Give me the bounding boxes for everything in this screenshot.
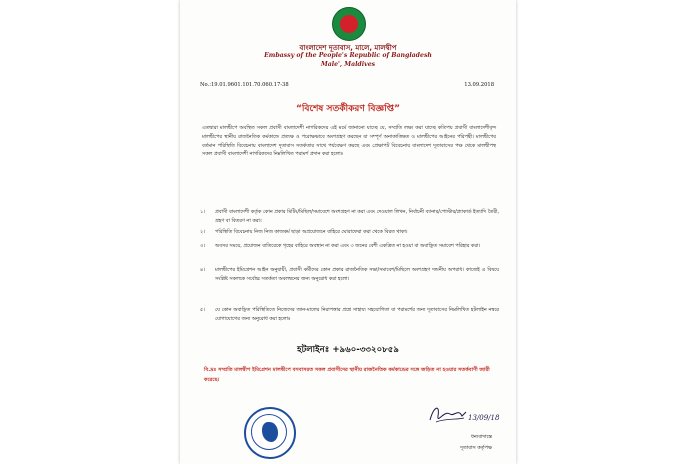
embassy-location: Male', Maldives <box>320 61 376 68</box>
logo-map-shape <box>262 422 278 442</box>
embassy-logo-icon <box>244 407 296 459</box>
item-number: ৫। <box>200 307 205 313</box>
item-number: ২। <box>200 229 205 235</box>
intro-paragraph: এতদ্বারা মালদ্বীপে অবস্থিত সকল প্রবাসী বাংলাদেশী নাগরিকদের এই মর্মে জানানো যাচ্ছে যে, সম্প্রতি লক্ষ্য করা যাচ্ছে কতিপয় প্রবাসী বাংলাদেশীবৃন্দ মালদ্বীপের স্থানীয় রাজনৈতিক কর্মকান্ডে প্রত্যক্ষ ও পরোক্ষভাবে অংশগ্রহণ করছেন যা সম্পূর্ণ অনাকাঙ্ক্ষিত ও মালদ্বীপের আইনের পরিপন্থী। মালদ্বীপের বর্তমান পরিস্থিতি বিবেচনায় বাংলাদেশ দূতাবাস সতর্কতার সাথে পর্যবেক্ষণ করছে এবং প্রেক্ষাপট বিবেচনায় বাংলাদেশ দূতাবাসের পক্ষ থেকে মালদ্বীপস্থ সকল প্রবাসী বাংলাদেশী নাগরিকদের নিম্নলিখিত পরামর্শ প্রদান করা হলোঃ <box>202 125 496 158</box>
item-text: প্রবাসী বাংলাদেশী কর্তৃক কোন প্রকার মিটিং/মিছিল/সমাবেশে অংশগ্রহণ না করা এবং দেওয়াল লিখন, নির্বাচনী ব্যানার/পোস্টার/প্ল্যাকার্ড ইত্যাদি তৈরী, গ্রহণ বা বিতরণ না করা। <box>215 209 499 224</box>
item-text: পরিস্থিতি বিবেচনায় নিজ নিজ কাজকর্ম ছাড়া অপ্রয়োজনে বাহিরে ঘোরাফেরা করা থেকে বিরত থাকা। <box>215 229 408 235</box>
notice-document <box>180 0 516 464</box>
item-number: ১। <box>200 209 205 215</box>
signatory-authority: দূতাবাস কর্তৃপক্ষ <box>460 445 492 451</box>
item-text: যে কোন অবাঞ্ছিত পরিস্থিতিতে নিজেদের জান-মালের নিরাপত্তার প্রশ্নে সাহায্য সহযোগিতা বা পরামর্শের জন্য দূতাবাসের নিম্নলিখিত হটলাইন নম্বরে যোগাযোগের জন্য অনুরোধ করা হলোঃ <box>215 307 499 322</box>
government-seal-icon <box>332 7 366 41</box>
notice-title: “বিশেষ সতর্কীকরণ বিজ্ঞপ্তি” <box>295 104 400 114</box>
item-text: অবসর সময়ে, প্রয়োজন ব্যতিরেকে গৃহের বাহিরে অবস্থান না করা এবং ৩ জনের বেশী একত্রিত না হওয়া বা অবাঞ্ছিত সমাবেশ পরিহার করা। <box>215 243 481 249</box>
item-number: ৩। <box>200 243 205 249</box>
signature-date: 13/09/18 <box>468 414 500 422</box>
warning-note: বি.দ্রঃ সম্প্রতি মালদ্বীপ ইমিগ্রেশন মালদ্বীপে বসবাসরত সকল প্রবাসীদের স্থানীয় রাজনৈতিক কর্মকান্ডের সঙ্গে জড়িত না হওয়ার সতর্কবাণী জারী করেছে। <box>204 367 490 383</box>
closing-thanks: ধন্যবাদান্তে <box>470 434 492 440</box>
issue-date: 13.09.2018 <box>464 82 494 88</box>
item-text: মালদ্বীপের ইমিগ্রেশন আইন অনুযায়ী, প্রবাসী কর্মীদের কোন প্রকার রাজনৈতিক সভা/সমাবেশ/মিছিলে অংশগ্রহণ দন্ডনীয় অপরাধ। কাজেই এ বিষয়ে সংশ্লিষ্ট সকলকে সর্বোচ্চ সতর্কতা অবলম্বনের জন্য অনুরোধ করা হলো। <box>215 267 499 282</box>
handwritten-signature <box>422 400 502 430</box>
seal-red-disc <box>340 15 358 33</box>
embassy-name-en: Embassy of the People's Republic of Bangladesh <box>264 52 432 59</box>
item-number: ৪। <box>200 267 205 273</box>
hotline-number: হটলাইনঃ +৯৬০-৩৩২০৮৫৯ <box>297 345 399 355</box>
embassy-name-bn: বাংলাদেশ দূতাবাস, মালে, মালদ্বীপ <box>299 44 397 52</box>
reference-number: No.:19.01.9601.101.70.060.17-38 <box>200 82 289 88</box>
